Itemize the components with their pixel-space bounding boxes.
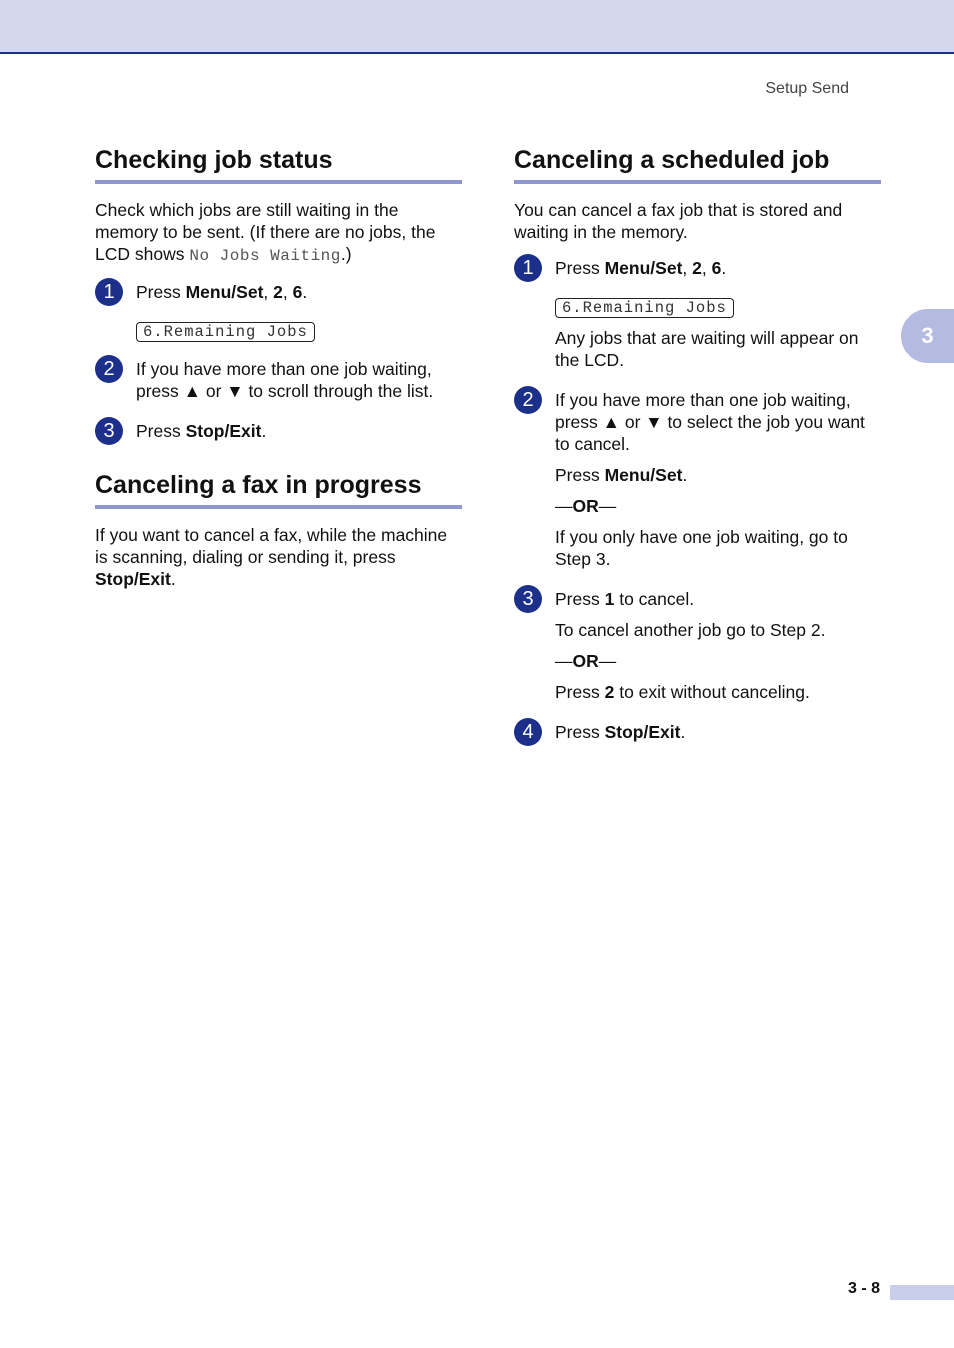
step-2 (514, 389, 881, 570)
step-number-icon: 2 (514, 386, 542, 414)
body-paragraph (95, 524, 462, 590)
step-text-post: . (302, 282, 308, 302)
section-title: Canceling a scheduled job (514, 143, 881, 184)
step-text (136, 281, 462, 303)
key-menu-set: Menu/Set (604, 465, 683, 485)
step-press-2-line (555, 681, 881, 703)
key-stop-exit: Stop/Exit (185, 421, 262, 441)
lcd-display-box: 6.Remaining Jobs (136, 322, 315, 342)
step-text: If you have more than one job waiting, press ▲ or ▼ to scroll through the list. (136, 359, 434, 401)
step-text (555, 721, 881, 743)
step-number-icon: 1 (95, 278, 123, 306)
section-canceling-fax-in-progress (95, 468, 462, 590)
step-number-icon: 1 (514, 254, 542, 282)
or-dash-left: — (555, 651, 573, 671)
step-text-pre: Press (136, 421, 186, 441)
step-text (555, 257, 881, 279)
or-separator (555, 650, 881, 672)
section-checking-job-status (95, 143, 462, 442)
step-number-icon: 2 (95, 355, 123, 383)
step-text: If you have more than one job waiting, press ▲ or ▼ to select the job you want to cancel. (555, 390, 865, 454)
step-1 (514, 257, 881, 371)
key-stop-exit: Stop/Exit (95, 569, 171, 589)
key-menu-set: Menu/Set (604, 258, 683, 278)
or-label: OR (572, 651, 599, 671)
key-6: 6 (292, 282, 303, 302)
step-text-pre: Press (136, 282, 186, 302)
section-canceling-scheduled-job (514, 143, 881, 743)
intro-paragraph: You can cancel a fax job that is stored and waiting in the memory. (514, 200, 843, 242)
step-sep-1: , (682, 258, 693, 278)
key-2: 2 (273, 282, 283, 302)
step-text-pre: Press (555, 258, 605, 278)
step-text-post: to cancel. (614, 589, 695, 609)
step-2 (95, 358, 462, 402)
or-label: OR (572, 496, 599, 516)
step-text (136, 420, 462, 442)
step-1 (95, 281, 462, 342)
step-another-text: To cancel another job go to Step 2. (555, 620, 826, 640)
press-post: . (682, 465, 688, 485)
left-column (95, 143, 462, 590)
chapter-tab: 3 (901, 309, 954, 363)
step-number-icon: 3 (95, 417, 123, 445)
step-alt-text: If you only have one job waiting, go to Step 3. (555, 527, 848, 569)
key-6: 6 (711, 258, 722, 278)
section-title: Canceling a fax in progress (95, 468, 462, 509)
body-text: If you want to cancel a fax, while the machine is scanning, dialing or sending it, press (95, 525, 448, 567)
step-sep-2: , (701, 258, 712, 278)
key-2: 2 (604, 682, 615, 702)
or-dash-right: — (598, 651, 617, 671)
or-separator (555, 495, 881, 517)
press-post: to exit without canceling. (614, 682, 810, 702)
key-stop-exit: Stop/Exit (604, 722, 681, 742)
key-1: 1 (604, 589, 615, 609)
page-number: 3 - 8 (847, 1280, 880, 1297)
step-text (555, 588, 881, 610)
step-text-post: . (680, 722, 686, 742)
step-4 (514, 721, 881, 743)
step-number-icon: 4 (514, 718, 542, 746)
body-text-end: . (170, 569, 176, 589)
step-press-line (555, 464, 881, 486)
lcd-inline-text: No Jobs Waiting (189, 247, 341, 265)
press-pre: Press (555, 682, 605, 702)
or-dash-right: — (598, 496, 617, 516)
section-title: Checking job status (95, 143, 462, 184)
press-pre: Press (555, 465, 605, 485)
or-dash-left: — (555, 496, 573, 516)
step-number-icon: 3 (514, 585, 542, 613)
step-text-post: . (261, 421, 267, 441)
right-column (514, 143, 881, 743)
step-note: Any jobs that are waiting will appear on the LCD. (555, 328, 859, 370)
intro-paragraph (95, 199, 462, 267)
step-text-pre: Press (555, 722, 605, 742)
step-text-pre: Press (555, 589, 605, 609)
key-menu-set: Menu/Set (185, 282, 264, 302)
top-header-band (0, 0, 954, 54)
footer-bar (890, 1285, 954, 1300)
step-3 (95, 420, 462, 442)
step-3 (514, 588, 881, 703)
step-sep-1: , (263, 282, 274, 302)
intro-text-end: .) (340, 244, 352, 264)
lcd-display-box: 6.Remaining Jobs (555, 298, 734, 318)
key-2: 2 (692, 258, 702, 278)
step-sep-2: , (282, 282, 293, 302)
step-text-post: . (721, 258, 727, 278)
intro-text: Check which jobs are still waiting in the memory to be sent. (If there are no jobs, the LCD shows (95, 200, 436, 264)
running-head: Setup Send (765, 80, 849, 97)
